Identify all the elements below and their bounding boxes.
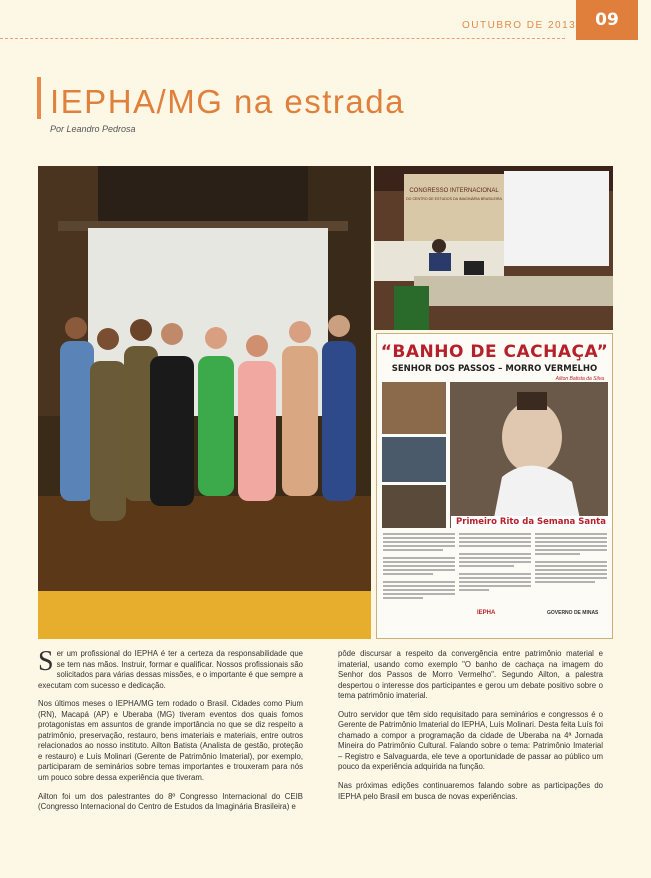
magazine-author: Ailton Batista da Silva [555, 376, 604, 382]
group-photo [38, 166, 371, 639]
paragraph-text: er um profissional do IEPHA é ter a certeza da responsabilidade que se tem nas mãos. Instruir, formar e qualificar. Nossos profissionais são solicitados para várias dessas missões, e o importante é que sempre a executam com sucesso e dedicação. [38, 649, 303, 690]
paragraph: Nos últimos meses o IEPHA/MG tem rodado o Brasil. Cidades como Pium (RN), Macapá (AP) e Uberaba (MG) tiveram eventos dos quais fomos protagonistas em assuntos de grande importância no que se diz respeito a patrimônio, preservação, restauro, bens imateriais e materiais, entre outros relacionados ao nosso instituto. Ailton Batista (Analista de gestão, proteção e restauro) e Luís Molinari (Gerente de Patrimônio Imaterial), por exemplo, participaram de seminários sobre temas importantes e trouxeram para nós um pouco sobre dessa experiência que tiveram. [38, 699, 303, 783]
article-column-1 [38, 646, 303, 821]
article-byline: Por Leandro Pedrosa [50, 124, 136, 134]
title-accent-bar [37, 77, 41, 119]
header-rule [0, 38, 565, 39]
magazine-body-column-2 [459, 532, 531, 606]
conference-photo [374, 166, 613, 330]
paragraph: Nas próximas edições continuaremos falando sobre as participações do IEPHA pelo Brasil em busca de novas experiências. [338, 781, 603, 801]
congress-banner-line-1: CONGRESSO INTERNACIONAL [409, 188, 499, 194]
iepha-logo: IEPHA [477, 610, 496, 616]
magazine-title: “BANHO DE CACHAÇA” [380, 342, 609, 362]
paragraph [38, 646, 303, 691]
article-column-2 [338, 649, 603, 810]
paragraph: Ailton foi um dos palestrantes do 8º Congresso Internacional do CEIB (Congresso Internacional do Centro de Estudos da Imaginária Brasileira) e [38, 791, 303, 812]
paragraph: pôde discursar a respeito da convergência entre patrimônio material e imaterial, usando como exemplo "O banho de cachaça na imagem do Senhor dos Passos de Morro Vermelho". Segundo Ailton, a palestra despertou o interesse dos participantes e gerou um debate positivo sobre o tema patrimônio imaterial. [338, 649, 603, 701]
magazine-spread [376, 333, 613, 639]
paragraph: Outro servidor que têm sido requisitado para seminários e congressos é o Gerente de Patrimônio Imaterial do IEPHA, Luís Molinari. Desta feita Luís foi chamado a compor a programação da cidade de Uberaba na 4ª Jornada Mineira do Patrimônio Cultural. Falando sobre o tema: Patrimônio Imaterial – Registro e Salvaguarda, ele teve a oportunidade de passar ao público um pouco da experiência adquirida na função. [338, 709, 603, 772]
drop-cap: S [38, 646, 54, 677]
magazine-body-column-3 [535, 532, 607, 606]
magazine-body-column-1 [383, 532, 455, 606]
issue-date: OUTUBRO DE 2013 [462, 20, 577, 31]
page-number: 09 [576, 0, 638, 40]
article-title: IEPHA/MG na estrada [50, 83, 405, 120]
magazine-caption: Primeiro Rito da Semana Santa [451, 516, 611, 528]
magazine-subtitle: SENHOR DOS PASSOS – MORRO VERMELHO [391, 364, 598, 374]
governo-minas-logo: GOVERNO DE MINAS [547, 610, 599, 616]
congress-banner-line-2: DO CENTRO DE ESTUDOS DA IMAGINÁRIA BRASILEIRA [406, 197, 502, 201]
